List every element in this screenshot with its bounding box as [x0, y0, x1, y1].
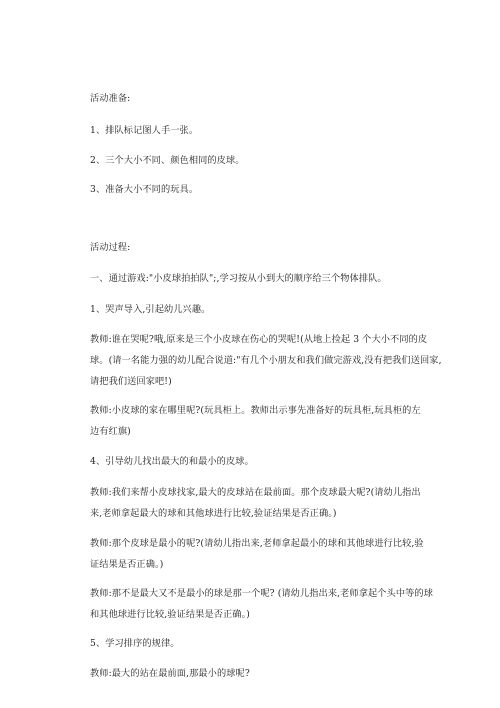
process-paragraph	[90, 633, 438, 654]
prep-item-2	[90, 150, 438, 171]
prep-item-text: 1、排队标记图人手一张。	[90, 125, 199, 136]
paragraph-line: 证结果是否正确。)	[90, 559, 164, 570]
process-paragraph	[90, 268, 438, 289]
section-prep-title	[90, 88, 438, 109]
paragraph-line: 4、引导幼儿找出最大的和最小的皮球。	[90, 456, 254, 467]
paragraph-line: 球。(请一名能力强的幼儿配合说道:"有几个小朋友和我们做完游戏,没有把我们送回家,	[90, 355, 442, 366]
paragraph-line: 教师:谁在哭呢?哦,原来是三个小皮球在伤心的哭呢!(从地上捡起 3 个大小不同的皮	[90, 334, 428, 345]
paragraph-line: 教师:小皮球的家在哪里呢?(玩具柜上。教师出示事先准备好的玩具柜,玩具柜的左	[90, 405, 421, 416]
process-paragraph	[90, 400, 438, 442]
process-paragraph	[90, 663, 438, 684]
paragraph-line: 和其他球进行比较,验证结果是否正确。)	[90, 609, 250, 620]
prep-item-1	[90, 120, 438, 141]
section-process-title-text: 活动过程:	[90, 242, 131, 253]
paragraph-line: 来,老师拿起最大的球和其他球进行比较,验证结果是否正确。)	[90, 508, 337, 519]
prep-item-3	[90, 179, 438, 200]
paragraph-line: 教师:最大的站在最前面,那最小的球呢?	[90, 668, 250, 679]
section-process-title	[90, 237, 438, 258]
process-paragraph	[90, 482, 438, 524]
process-paragraph	[90, 299, 438, 320]
paragraph-line: 教师:我们来帮小皮球找家,最大的皮球站在最前面。那个皮球最大呢?(请幼儿指出	[90, 487, 421, 498]
process-paragraph	[90, 329, 442, 392]
process-paragraph	[90, 533, 438, 575]
prep-item-text: 2、三个大小不同、颜色相同的皮球。	[90, 155, 245, 166]
paragraph-line: 教师:那个皮球是最小的呢?(请幼儿指出来,老师拿起最小的球和其他球进行比较,验	[90, 538, 424, 549]
paragraph-line: 边有红旗)	[90, 426, 131, 437]
paragraph-line: 一、通过游戏:"小皮球拍拍队";,学习按从小到大的顺序给三个物体排队。	[90, 273, 387, 284]
section-prep-title-text: 活动准备:	[90, 93, 131, 104]
paragraph-line: 1、哭声导入,引起幼儿兴趣。	[90, 304, 211, 315]
process-paragraph	[90, 583, 438, 625]
paragraph-line: 5、学习排序的规律。	[90, 638, 180, 649]
paragraph-line: 请把我们送回家吧!)	[90, 376, 172, 387]
paragraph-line: 教师:那不是最大又不是最小的球是那一个呢? (请幼儿指出来,老师拿起个头中等的球	[90, 588, 434, 599]
prep-item-text: 3、准备大小不同的玩具。	[90, 184, 199, 195]
process-paragraph	[90, 451, 438, 472]
